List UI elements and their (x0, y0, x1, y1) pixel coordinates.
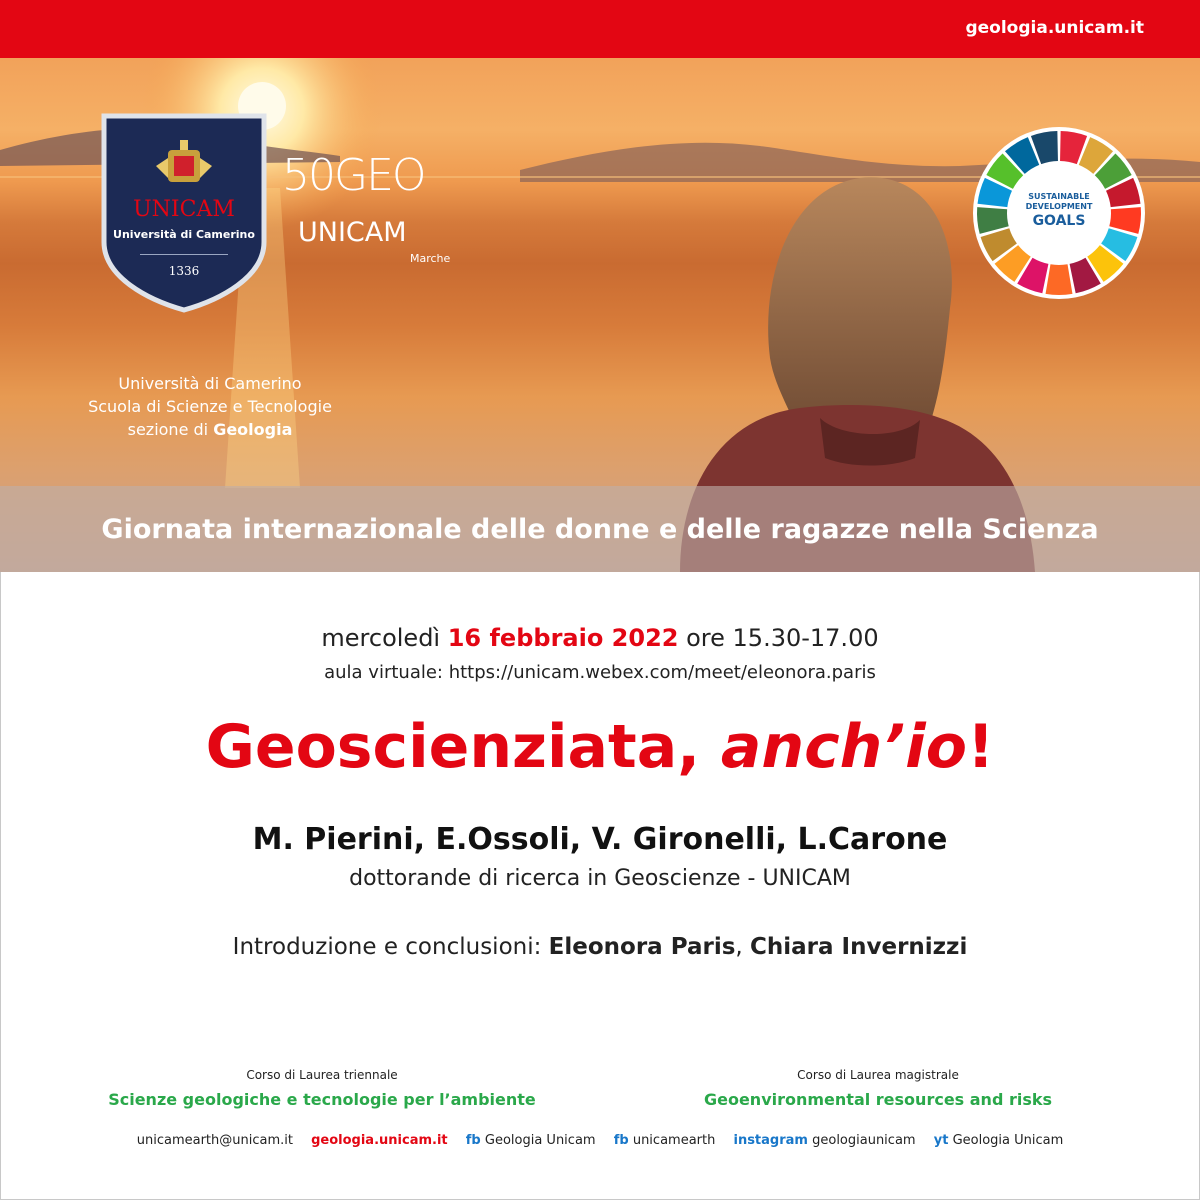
footer-fb2[interactable]: fb unicamearth (613, 1133, 716, 1148)
footer-contacts (0, 1133, 1200, 1148)
intro-person-2: Chiara Invernizzi (750, 934, 968, 960)
sdg-label: SUSTAINABLE DEVELOPMENT (1025, 192, 1093, 211)
unicam-year: 1336 (168, 264, 200, 278)
top-bar (0, 0, 1200, 58)
speakers-names: M. Pierini, E.Ossoli, V. Gironelli, L.Carone (252, 822, 948, 857)
footer-instagram[interactable]: instagram geologiaunicam (733, 1133, 916, 1148)
event-title: Geoscienziata, anch’io! (205, 712, 995, 782)
institution-geologia: Geologia (213, 420, 293, 439)
footer-site[interactable]: geologia.unicam.it (311, 1133, 448, 1148)
course-name[interactable]: Scienze geologiche e tecnologie per l’ambiente (108, 1090, 536, 1109)
course-kind: Corso di Laurea magistrale (797, 1068, 959, 1082)
sdg-goals: GOALS (1032, 213, 1086, 229)
course-master (598, 1068, 1158, 1109)
geo50-wordmark: 50GEO (282, 150, 425, 201)
course-bachelor (42, 1068, 602, 1109)
virtual-room-link[interactable]: aula virtuale: https://unicam.webex.com/meet/eleonora.paris (324, 662, 876, 683)
footer-fb1[interactable]: fb Geologia Unicam (465, 1133, 596, 1148)
unicam-subtitle: Università di Camerino (113, 228, 255, 241)
institution-block (40, 372, 380, 441)
geo-marche-label: Marche (410, 252, 451, 265)
institution-line-3: sezione di Geologia (127, 420, 293, 439)
event-time: ore 15.30-17.00 (686, 624, 879, 652)
event-date-line (0, 624, 1200, 652)
intro-line: Introduzione e conclusioni: Eleonora Paris, Chiara Invernizzi (232, 934, 968, 960)
footer-youtube[interactable]: yt Geologia Unicam (933, 1133, 1064, 1148)
event-banner (0, 486, 1200, 572)
geo-unicam-wordmark: UNICAM (298, 217, 407, 248)
event-date: 16 febbraio 2022 (447, 624, 679, 652)
unicam-wordmark: UNICAM (133, 197, 235, 222)
intro-person-1: Eleonora Paris (548, 934, 736, 960)
event-weekday: mercoledì (321, 624, 441, 652)
course-name[interactable]: Geoenvironmental resources and risks (703, 1090, 1053, 1109)
speakers-role: dottorande di ricerca in Geoscienze - UNICAM (349, 866, 851, 891)
institution-line-2: Scuola di Scienze e Tecnologie (88, 397, 332, 416)
footer-email[interactable]: unicamearth@unicam.it (136, 1133, 293, 1148)
banner-title: Giornata internazionale delle donne e delle ragazze nella Scienza (101, 514, 1099, 545)
header-site-link[interactable]: geologia.unicam.it (965, 18, 1144, 38)
course-kind: Corso di Laurea triennale (246, 1068, 398, 1082)
institution-line-1: Università di Camerino (118, 374, 302, 393)
